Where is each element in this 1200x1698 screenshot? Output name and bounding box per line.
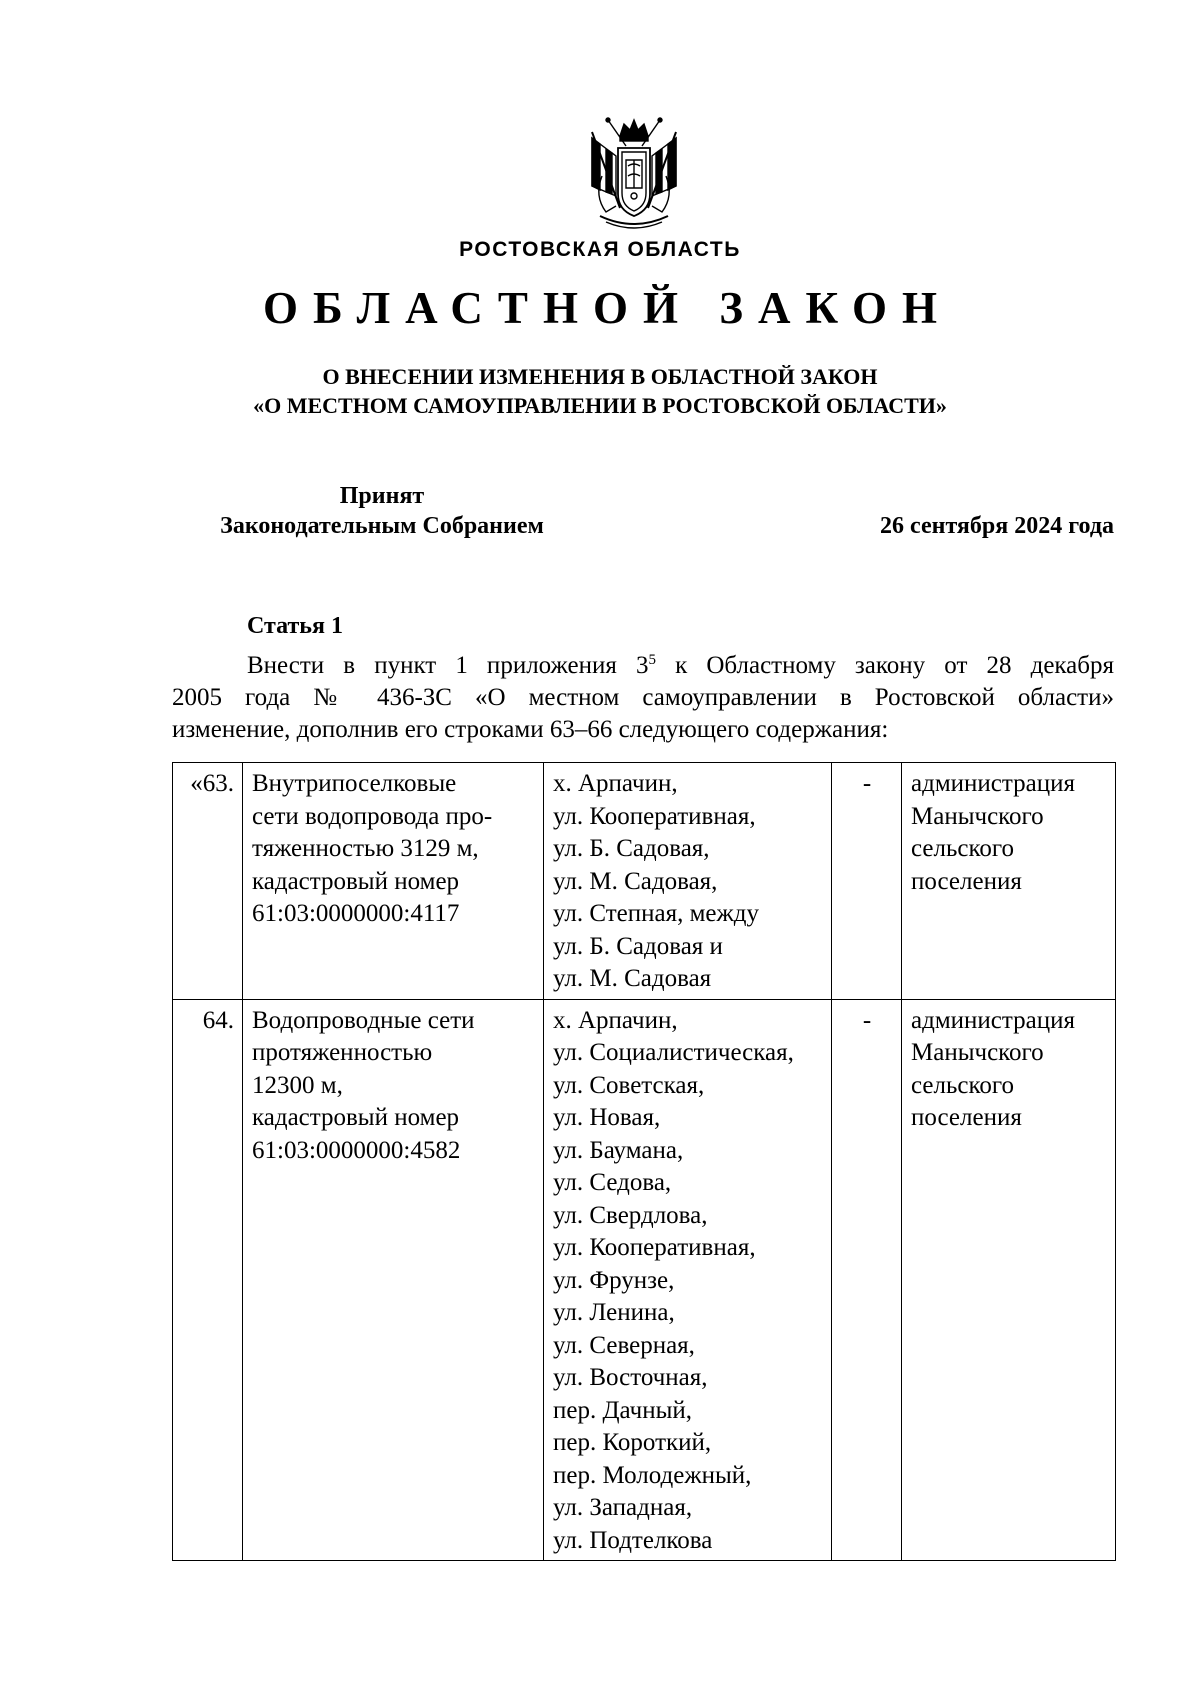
object-address-line: ул. М. Садовая <box>553 965 712 992</box>
object-description <box>243 763 544 1000</box>
object-address-line: ул. Степная, между <box>553 900 760 927</box>
object-description-line: кадастровый номер <box>252 867 460 895</box>
owner-organization-line: сельского <box>911 1071 1014 1099</box>
object-address-line: ул. Седова, <box>553 1169 672 1196</box>
row-number: «63. <box>173 763 243 1000</box>
object-address-line: пер. Дачный, <box>553 1396 693 1424</box>
appendix-table <box>172 762 1116 1561</box>
owner-organization-line: сельского <box>911 835 1014 862</box>
region-name: РОСТОВСКАЯ ОБЛАСТЬ <box>459 238 741 261</box>
owner-organization-line: поселения <box>911 867 1022 895</box>
empty-marker: - <box>832 763 902 1000</box>
object-address <box>544 763 832 1000</box>
owner-organization-line: администрация <box>911 770 1075 797</box>
table-row <box>173 999 1116 1561</box>
object-address-line: пер. Короткий, <box>553 1429 712 1456</box>
owner-organization-line: Манычского <box>911 802 1044 830</box>
object-address-line: ул. Б. Садовая, <box>553 835 710 862</box>
adoption-line-2: Законодательным Собранием <box>220 513 544 539</box>
object-address-line: х. Арпачин, <box>553 1006 678 1034</box>
object-address-line: ул. М. Садовая, <box>553 867 718 895</box>
article-body <box>172 650 1114 746</box>
object-address-line: ул. Кооперативная, <box>553 1234 756 1261</box>
object-address-line: пер. Молодежный, <box>553 1461 752 1489</box>
row-number: 64. <box>173 999 243 1561</box>
object-description-line: 12300 м, <box>252 1071 343 1099</box>
object-address-line: ул. Восточная, <box>553 1364 708 1391</box>
law-subtitle-line-2: «О МЕСТНОМ САМОУПРАВЛЕНИИ В РОСТОВСКОЙ ОБЛАСТИ» <box>253 393 947 418</box>
article-line-2: 2005 года № 436-ЗС «О местном самоуправлении в Ростовской области» <box>172 684 1114 711</box>
object-description-line: Внутрипоселковые <box>252 770 457 797</box>
law-subtitle-line-1: О ВНЕСЕНИИ ИЗМЕНЕНИЯ В ОБЛАСТНОЙ ЗАКОН <box>322 364 878 389</box>
object-address-line: ул. Кооперативная, <box>553 802 756 830</box>
object-address-line: ул. Баумана, <box>553 1136 684 1164</box>
object-address <box>544 999 832 1561</box>
owner-organization-line: администрация <box>911 1006 1075 1034</box>
article-line-1: Внести в пункт 1 приложения $3^5$ к Областному закону от 28 декабря <box>247 652 1114 679</box>
rostov-oblast-coat-of-arms-icon <box>586 116 682 234</box>
object-description-line: 61:03:0000000:4117 <box>252 900 460 927</box>
object-address-line: ул. Б. Садовая и <box>553 932 723 960</box>
object-address-line: ул. Свердлова, <box>553 1201 708 1229</box>
table-row <box>173 763 1116 1000</box>
object-address-line: х. Арпачин, <box>553 770 678 797</box>
owner-organization <box>902 763 1116 1000</box>
object-description <box>243 999 544 1561</box>
object-address-line: ул. Фрунзе, <box>553 1266 675 1294</box>
superscript: 5 <box>648 652 656 668</box>
object-description-line: кадастровый номер <box>252 1104 460 1131</box>
article-heading: Статья 1 <box>247 613 343 639</box>
object-description-line: Водопроводные сети <box>252 1006 475 1034</box>
object-description-line: протяженностью <box>252 1039 433 1066</box>
object-description-line: 61:03:0000000:4582 <box>252 1136 461 1164</box>
adoption-date: 26 сентября 2024 года <box>880 513 1114 539</box>
object-address-line: ул. Подтелкова <box>553 1526 713 1554</box>
adoption-line-1: Принят <box>339 483 425 509</box>
law-title: ОБЛАСТНОЙ ЗАКОН <box>263 283 952 333</box>
object-description-line: тяженностью 3129 м, <box>252 835 479 862</box>
object-address-line: ул. Западная, <box>553 1494 693 1521</box>
object-description-line: сети водопровода про- <box>252 802 493 830</box>
article-line-3: изменение, дополнив его строками 63–66 следующего содержания: <box>172 716 889 743</box>
object-address-line: ул. Советская, <box>553 1071 705 1099</box>
owner-organization-line: поселения <box>911 1104 1022 1131</box>
empty-marker: - <box>832 999 902 1561</box>
adoption-block <box>172 481 592 541</box>
law-subtitle <box>0 362 1200 420</box>
object-address-line: ул. Социалистическая, <box>553 1039 794 1066</box>
object-address-line: ул. Ленина, <box>553 1299 675 1326</box>
object-address-line: ул. Северная, <box>553 1331 695 1359</box>
object-address-line: ул. Новая, <box>553 1104 661 1131</box>
owner-organization <box>902 999 1116 1561</box>
owner-organization-line: Манычского <box>911 1039 1044 1066</box>
